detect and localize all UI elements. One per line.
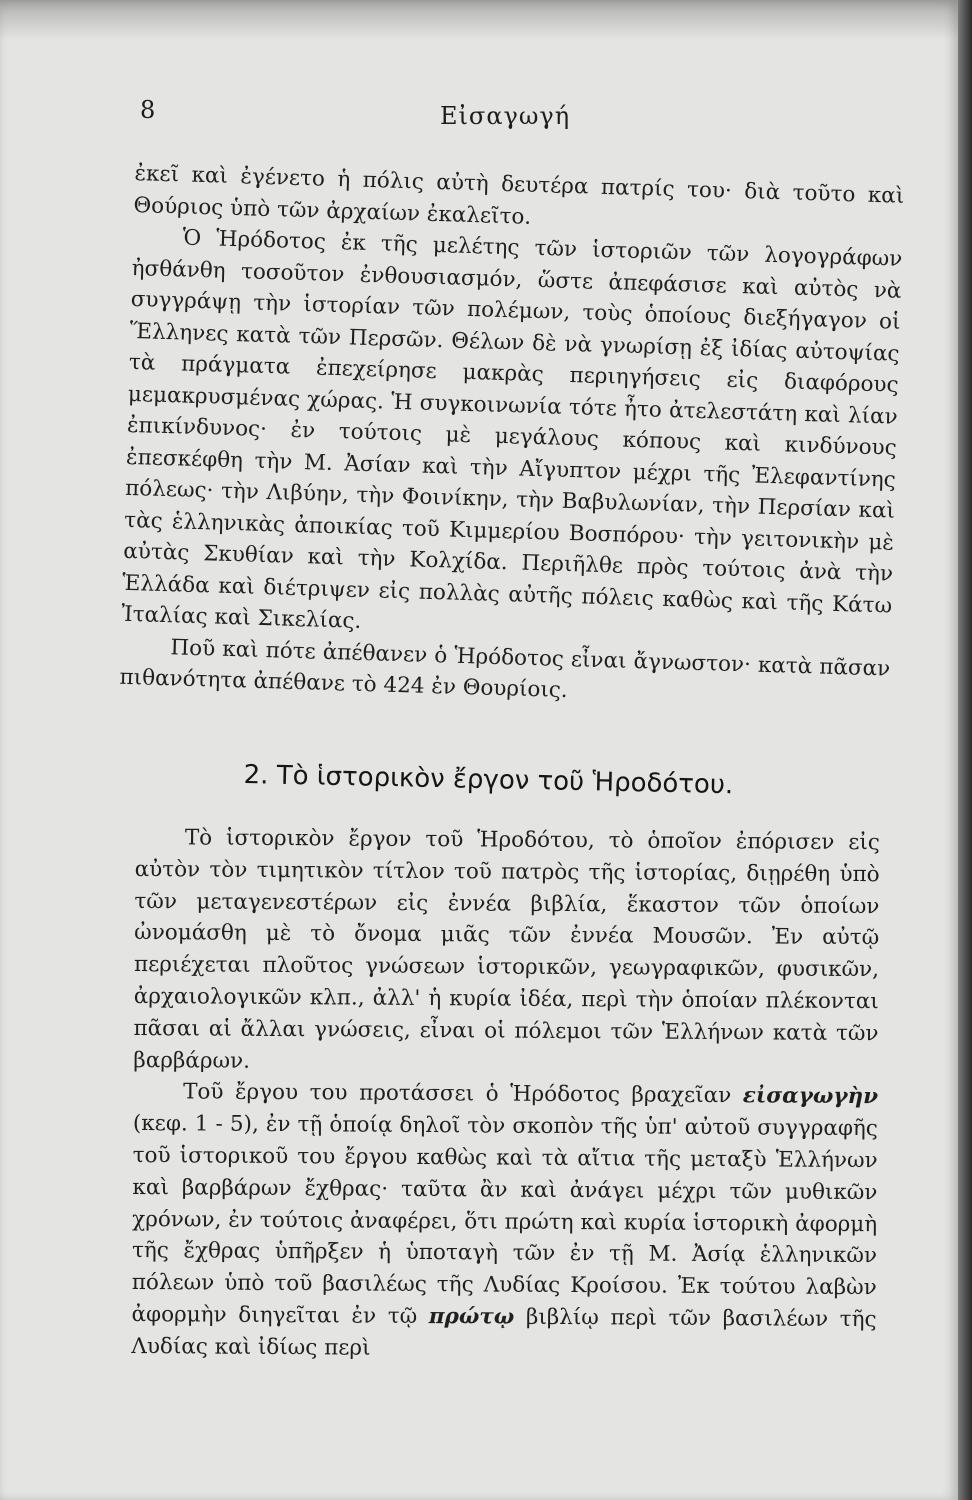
intro-paragraph-1: ἐκεῖ καὶ ἐγένετο ἡ πόλις αὐτὴ δευτέρα πατρίς του· διὰ τοῦτο καὶ Θούριος ὑπὸ τῶν ἀρχαίων ἐκαλεῖτο. — [133, 160, 905, 230]
intro-paragraph-3: Ποῦ καὶ πότε ἀπέθανεν ὁ Ἡρόδοτος εἶναι ἄγνωστον· κατὰ πᾶσαν πιθανότητα ἀπέθανε τὸ 424 ἐν Θουρίοις. — [119, 634, 891, 704]
running-title: Εἰσαγωγή — [440, 102, 571, 130]
page-number: 8 — [140, 96, 156, 124]
body-paragraph-2 — [131, 1076, 878, 1367]
body-p2-start: Τοῦ ἔργου του προτάσσει ὁ Ἡρόδοτος βραχεῖαν — [183, 1079, 732, 1109]
page-shadow — [0, 0, 958, 40]
body-paragraph-1: Τὸ ἱστορικὸν ἔργον τοῦ Ἡροδότου, τὸ ὁποῖον ἐπόρισεν εἰς αὐτὸν τὸν τιμητικὸν τίτλον τοῦ πατρὸς τῆς ἱστορίας, διῃρέθη ὑπὸ τῶν μεταγενεστέρων εἰς ἐννέα βιβλία, ἕκαστον τῶν ὁποίων ὠνομάσθη μὲ τὸ ὄνομα μιᾶς τῶν ἐννέα Μουσῶν. Ἐν αὐτῷ περιέχεται πλοῦτος γνώσεων ἱστορικῶν, γεωγραφικῶν, φυσικῶν, ἀρχαιολογικῶν κλπ., ἀλλ' ἡ κυρία ἰδέα, περὶ τὴν ὁποίαν πλέκονται πᾶσαι αἱ ἄλλαι γνώσεις, εἶναι οἱ πόλεμοι τῶν Ἑλλήνων κατὰ τῶν βαρβάρων. — [133, 825, 880, 1074]
intro-text — [119, 158, 905, 716]
page-edge — [958, 0, 972, 1500]
emphasis-proto: πρώτῳ — [428, 1304, 515, 1330]
intro-paragraph-2: Ὁ Ἡρόδοτος ἐκ τῆς μελέτης τῶν ἱστοριῶν τῶν λογογράφων ἠσθάνθη τοσοῦτον ἐνθουσιασμόν, ὥστε ἀπεφάσισε καὶ αὐτὸς νὰ συγγράψῃ τὴν ἱστορίαν τῶν πολέμων, τοὺς ὁποίους διεξήγαγον οἱ Ἕλληνες κατὰ τῶν Περσῶν. Θέλων δὲ νὰ γνωρίσῃ ἐξ ἰδίας αὐτοψίας τὰ πράγματα ἐπεχείρησε μακρὰς περιηγήσεις εἰς διαφόρους μεμακρυσμένας χώρας. Ἡ συγκοινωνία τότε ἦτο ἀτελεστάτη καὶ λίαν ἐπικίνδυνος· ἐν τούτοις μὲ μεγάλους κόπους καὶ κινδύνους ἐπεσκέφθη τὴν Μ. Ἀσίαν καὶ τὴν Αἴγυπτον μέχρι τῆς Ἐλεφαντίνης πόλεως· τὴν Λιβύην, τὴν Φοινίκην, τὴν Βαβυλωνίαν, τὴν Περσίαν καὶ τὰς ἑλληνικὰς ἀποικίας τοῦ Κιμμερίου Βοσπόρου· τὴν γειτονικὴν μὲ αὐτὰς Σκυθίαν καὶ τὴν Κολχίδα. Περιῆλθε πρὸς τούτοις ἀνὰ τὴν Ἑλλάδα καὶ διέτριψεν εἰς πολλὰς αὐτῆς πόλεις καθὼς καὶ τῆς Κάτω Ἰταλίας καὶ Σικελίας. — [121, 225, 903, 634]
emphasis-eisagogin: εἰσαγωγὴν — [742, 1083, 879, 1110]
body-p2-middle: (κεφ. 1 - 5), ἐν τῇ ὁποίᾳ δηλοῖ τὸν σκοπὸν τῆς ὑπ' αὐτοῦ συγγραφῆς τοῦ ἱστορικοῦ του ἔργου καθὼς καὶ τὰ αἴτια τῆς μεταξὺ Ἑλλήνων καὶ βαρβάρων ἔχθρας· ταῦτα ἂν καὶ ἀνάγει μέχρι τῶν μυθικῶν χρόνων, ἐν τούτοις ἀναφέρει, ὅτι πρώτη καὶ κυρία ἱστορικὴ ἀφορμὴ τῆς ἔχθρας ὑπῆρξεν ἡ ὑποταγὴ τῶν ἐν τῇ Μ. Ἀσίᾳ ἑλληνικῶν πόλεων ὑπὸ τοῦ βασιλέως τῆς Λυδίας Κροίσου. Ἐκ τούτου λαβὼν ἀφορμὴν διηγεῖται ἐν τῷ — [131, 1111, 878, 1329]
body-text — [131, 822, 880, 1368]
body-p2-end: βιβλίῳ περὶ τῶν βασιλέων τῆς Λυδίας καὶ ἰδίως περὶ — [131, 1304, 877, 1361]
section-heading: 2. Τὸ ἱστορικὸν ἔργον τοῦ Ἡροδότου. — [243, 760, 734, 801]
